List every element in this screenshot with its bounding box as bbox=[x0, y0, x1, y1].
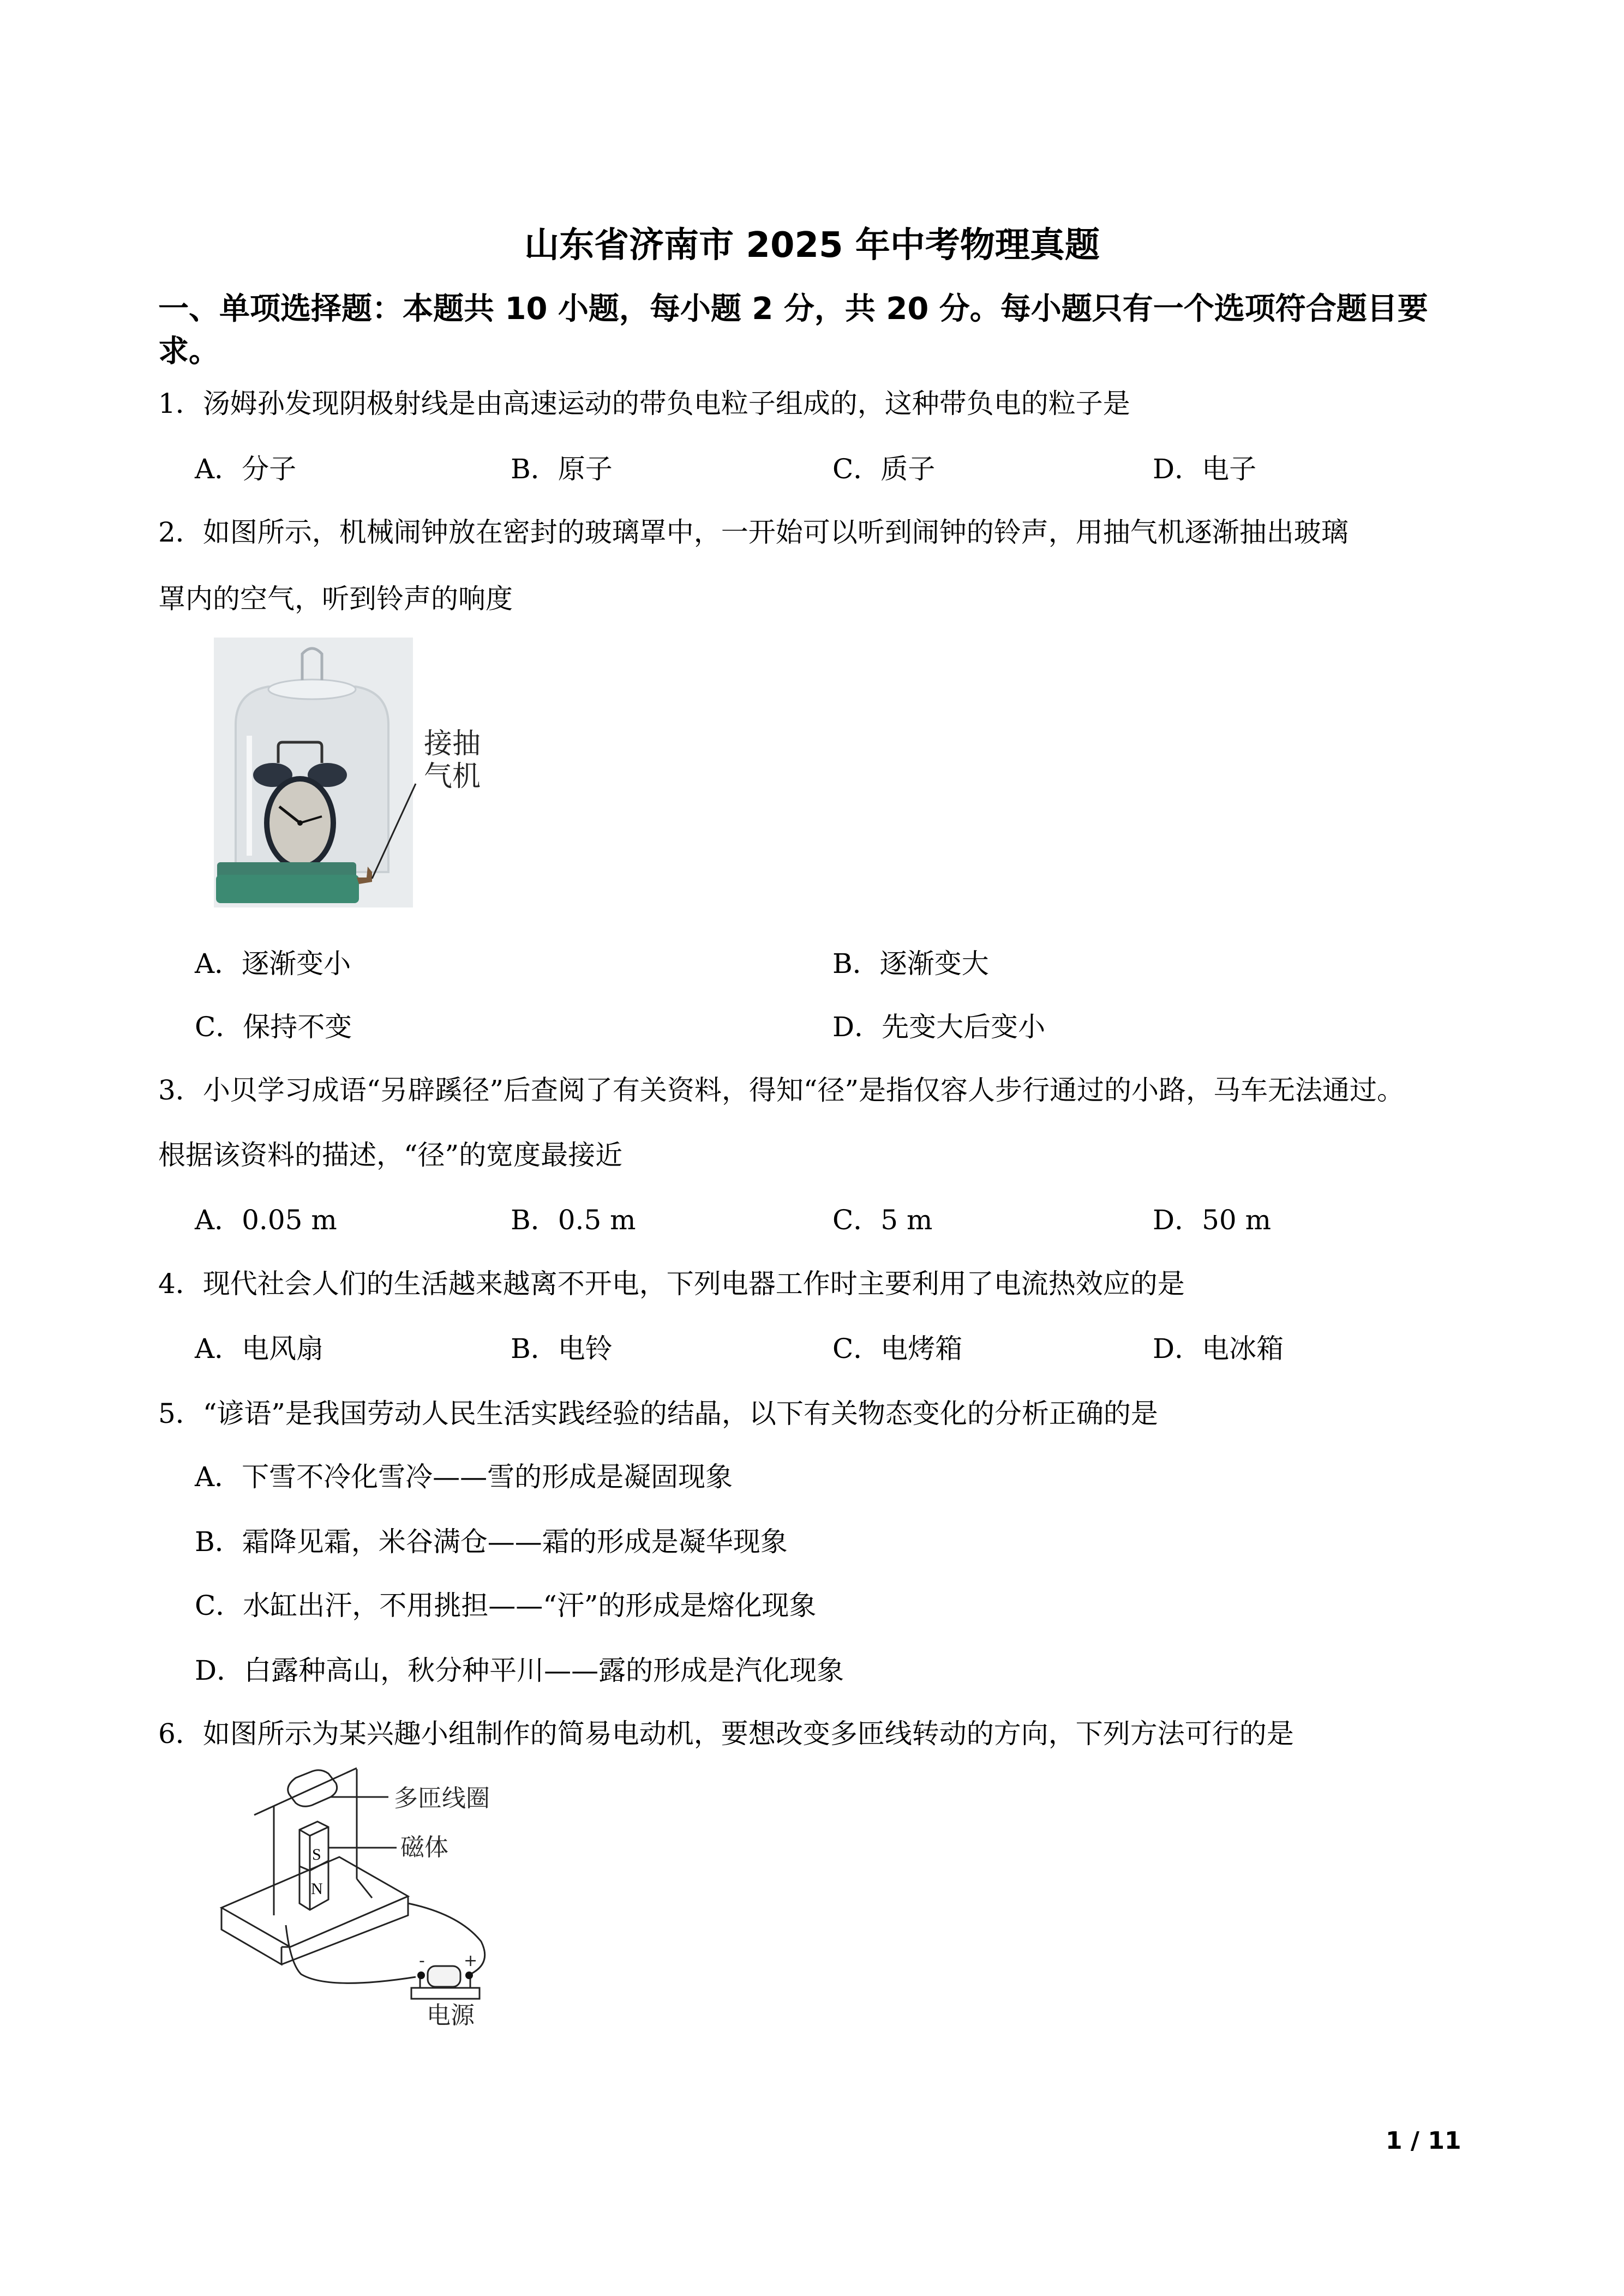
option-b: B．霜降见霜，米谷满仓——霜的形成是凝华现象 bbox=[195, 1526, 788, 1558]
option-d: D．50 m bbox=[1153, 1204, 1272, 1236]
question-2 bbox=[158, 510, 1349, 550]
option-c: C．电烤箱 bbox=[832, 1333, 963, 1365]
magnet-label: 磁体 bbox=[400, 1834, 448, 1861]
figure-label-line-2: 气机 bbox=[424, 760, 481, 793]
wire-negative bbox=[286, 1925, 416, 1983]
section-heading: 一、单项选择题：本题共 10 小题，每小题 2 分，共 20 分。每小题只有一个选项符合题目要 bbox=[158, 291, 1428, 327]
option-d: D．先变大后变小 bbox=[832, 1011, 1046, 1043]
question-3-line-2: 根据该资料的描述，“径”的宽度最接近 bbox=[158, 1139, 623, 1171]
jar-neck bbox=[268, 680, 356, 699]
simple-electric-motor-figure bbox=[214, 1767, 607, 2116]
question-1 bbox=[158, 382, 1130, 421]
option-a: A．分子 bbox=[195, 453, 297, 485]
option-a: A．电风扇 bbox=[195, 1333, 324, 1365]
base-plate bbox=[216, 875, 359, 903]
option-a: A．0.05 m bbox=[195, 1204, 337, 1236]
battery bbox=[428, 1966, 460, 1987]
right-wire-foot bbox=[357, 1879, 372, 1898]
question-number: 6． bbox=[158, 1718, 203, 1750]
question-number: 2． bbox=[158, 516, 203, 548]
south-pole-label: S bbox=[312, 1846, 321, 1864]
clock-center bbox=[297, 820, 303, 826]
north-pole-label: N bbox=[311, 1880, 323, 1898]
question-3 bbox=[158, 1068, 1404, 1108]
page-title: 山东省济南市 2025 年中考物理真题 bbox=[524, 225, 1100, 266]
option-b: B．电铃 bbox=[511, 1333, 613, 1365]
question-text: 现代社会人们的生活越来越离不开电，下列电器工作时主要利用了电流热效应的是 bbox=[202, 1268, 1185, 1300]
magnet-edge bbox=[310, 1827, 328, 1836]
negative-terminal bbox=[417, 1972, 425, 1979]
question-number: 5． bbox=[158, 1398, 203, 1429]
option-d: D．电冰箱 bbox=[1153, 1333, 1284, 1365]
coil-label: 多匝线圈 bbox=[394, 1784, 490, 1812]
power-source-label: 电源 bbox=[427, 2002, 475, 2029]
coil-axle bbox=[254, 1768, 357, 1815]
option-c: C．质子 bbox=[832, 453, 936, 485]
question-text: “谚语”是我国劳动人民生活实践经验的结晶，以下有关物态变化的分析正确的是 bbox=[202, 1398, 1158, 1429]
negative-sign: - bbox=[419, 1951, 425, 1970]
question-number: 1． bbox=[158, 388, 203, 419]
magnet-edge bbox=[299, 1830, 310, 1836]
option-a: A．逐渐变小 bbox=[195, 948, 351, 979]
option-d: D．白露种高山，秋分种平川——露的形成是汽化现象 bbox=[195, 1655, 844, 1686]
question-6 bbox=[158, 1712, 1294, 1751]
question-text: 汤姆孙发现阴极射线是由高速运动的带负电粒子组成的，这种带负电的粒子是 bbox=[202, 388, 1130, 419]
glass-highlight bbox=[247, 736, 252, 856]
page-number: 1 / 11 bbox=[1386, 2127, 1461, 2155]
battery-holder bbox=[411, 1988, 480, 1999]
question-text: 如图所示，机械闹钟放在密封的玻璃罩中，一开始可以听到闹钟的铃声，用抽气机逐渐抽出玻璃 bbox=[202, 516, 1349, 548]
option-c: C．保持不变 bbox=[195, 1011, 352, 1043]
option-c: C．5 m bbox=[832, 1204, 933, 1236]
base-board-top bbox=[221, 1857, 408, 1947]
option-b: B．原子 bbox=[511, 453, 613, 485]
section-heading-continued: 求。 bbox=[158, 334, 219, 369]
option-b: B．逐渐变大 bbox=[832, 948, 989, 979]
question-number: 4． bbox=[158, 1268, 203, 1300]
bell-jar-alarm-clock-figure bbox=[214, 638, 541, 910]
question-4 bbox=[158, 1262, 1185, 1301]
question-text: 小贝学习成语“另辟蹊径”后查阅了有关资料，得知“径”是指仅容人步行通过的小路，马车无法通过。 bbox=[202, 1074, 1405, 1106]
base-board-side bbox=[281, 1896, 408, 1964]
positive-sign: + bbox=[464, 1951, 478, 1970]
figure-label-line-1: 接抽 bbox=[424, 728, 481, 760]
option-d: D．电子 bbox=[1153, 453, 1257, 485]
question-text: 如图所示为某兴趣小组制作的简易电动机，要想改变多匝线转动的方向，下列方法可行的是 bbox=[202, 1718, 1294, 1750]
option-c: C．水缸出汗，不用挑担——“汗”的形成是熔化现象 bbox=[195, 1590, 817, 1621]
question-number: 3． bbox=[158, 1074, 203, 1106]
option-a: A．下雪不冷化雪冷——雪的形成是凝固现象 bbox=[195, 1461, 733, 1493]
positive-terminal bbox=[465, 1972, 473, 1979]
option-b: B．0.5 m bbox=[511, 1204, 636, 1236]
question-2-line-2: 罩内的空气，听到铃声的响度 bbox=[158, 583, 513, 615]
question-5 bbox=[158, 1392, 1158, 1431]
